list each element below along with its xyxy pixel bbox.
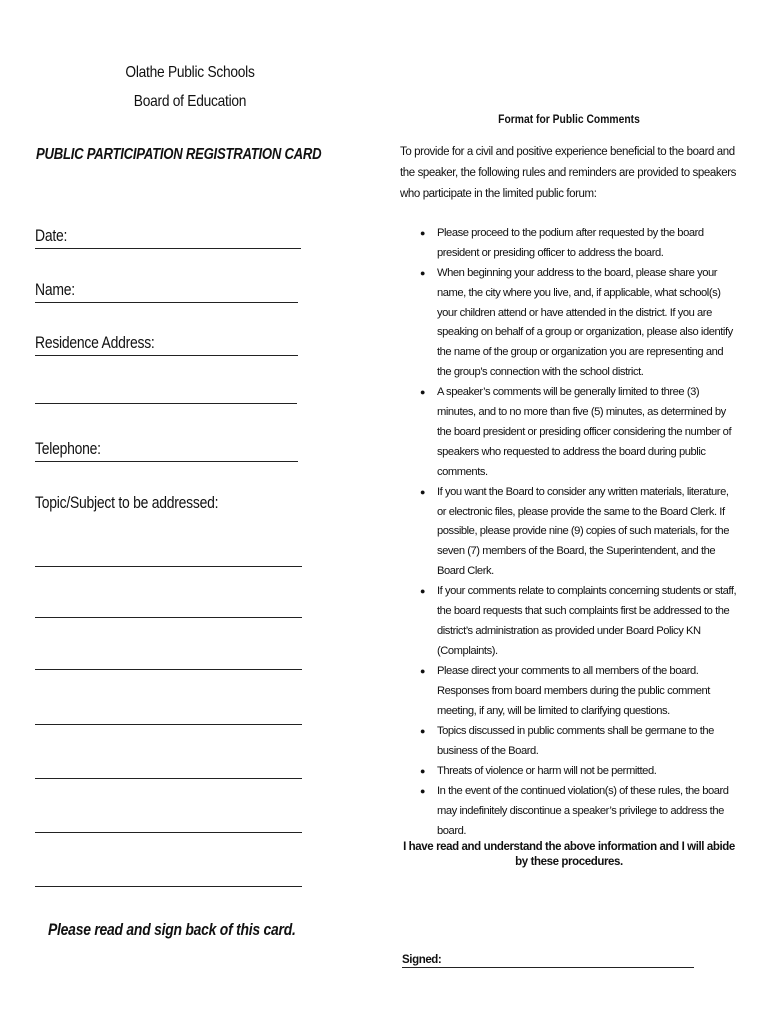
- list-item: ● A speaker’s comments will be generally limited to three (3) minutes, and to no more than five (5) minutes, as determined by the board president or presiding officer considering the number of speakers who requested to address the board during public comments.: [400, 383, 740, 482]
- bullet-icon: ●: [420, 666, 425, 677]
- telephone-field[interactable]: [35, 439, 298, 462]
- residence-address-field[interactable]: [35, 333, 298, 356]
- name-field[interactable]: [35, 280, 298, 303]
- telephone-label: Telephone:: [35, 439, 104, 459]
- district-name: Olathe Public Schools: [125, 64, 255, 81]
- bullet-icon: ●: [420, 486, 425, 497]
- list-item: ● Threats of violence or harm will not be permitted.: [400, 762, 740, 782]
- list-item: ● When beginning your address to the board, please share your name, the city where you live, and, if applicable, what school(s) your children attend or have attended in the district. If you are speaking on behalf of a group or organization, please also identify the name of the group or organization you are representing and the group’s connection with the school district.: [400, 264, 740, 383]
- list-item: ● In the event of the continued violation(s) of these rules, the board may indefinitely discontinue a speaker’s privilege to address the board.: [400, 782, 740, 841]
- list-item: ● Please proceed to the podium after requested by the board president or presiding officer to address the board.: [400, 224, 740, 264]
- topic-line[interactable]: [35, 778, 302, 779]
- topic-line[interactable]: [35, 669, 302, 670]
- residence-address-label: Residence Address:: [35, 333, 158, 353]
- card-title: PUBLIC PARTICIPATION REGISTRATION CARD: [36, 146, 322, 163]
- board-name: Board of Education: [133, 93, 247, 110]
- residence-address-line-2[interactable]: [35, 403, 297, 404]
- list-item: ● If you want the Board to consider any written materials, literature, or electronic files, please provide the same to the Board Clerk. If possible, please provide nine (9) copies of such materials, for the seven (7) members of the Board, the Superintendent, and the Board Clerk.: [400, 483, 740, 582]
- name-label: Name:: [35, 280, 78, 300]
- signature-field[interactable]: [402, 954, 694, 968]
- list-item: ● Topics discussed in public comments shall be germane to the business of the Board.: [400, 722, 740, 762]
- topic-line[interactable]: [35, 617, 302, 618]
- format-intro: To provide for a civil and positive experience beneficial to the board and the speaker, the following rules and reminders are provided to speakers who participate in the limited public forum:: [400, 146, 736, 200]
- bullet-icon: ●: [420, 228, 425, 238]
- date-label: Date:: [35, 226, 70, 246]
- bullet-icon: ●: [420, 586, 425, 597]
- rules-list: [400, 224, 740, 842]
- sign-back-note: Please read and sign back of this card.: [48, 920, 296, 939]
- bullet-icon: ●: [420, 786, 425, 797]
- topic-line[interactable]: [35, 886, 302, 887]
- bullet-icon: ●: [420, 766, 425, 777]
- bullet-icon: ●: [420, 387, 425, 398]
- list-item: ● Please direct your comments to all members of the board. Responses from board members during the public comment meeting, if any, will be limited to clarifying questions.: [400, 662, 740, 721]
- signed-label: Signed:: [402, 954, 444, 966]
- bullet-icon: ●: [420, 268, 425, 279]
- bullet-icon: ●: [420, 725, 425, 736]
- list-item: ● If your comments relate to complaints concerning students or staff, the board requests that such complaints first be addressed to the district’s administration as provided under Board Policy KN (Complaints).: [400, 582, 740, 661]
- date-field[interactable]: [35, 226, 301, 249]
- topic-line[interactable]: [35, 566, 302, 567]
- topic-line[interactable]: [35, 832, 302, 833]
- acknowledgement-text: I have read and understand the above information and I will abide by these procedures.: [403, 841, 735, 868]
- topic-label: Topic/Subject to be addressed:: [35, 493, 219, 512]
- topic-line[interactable]: [35, 724, 302, 725]
- format-title: Format for Public Comments: [498, 112, 640, 126]
